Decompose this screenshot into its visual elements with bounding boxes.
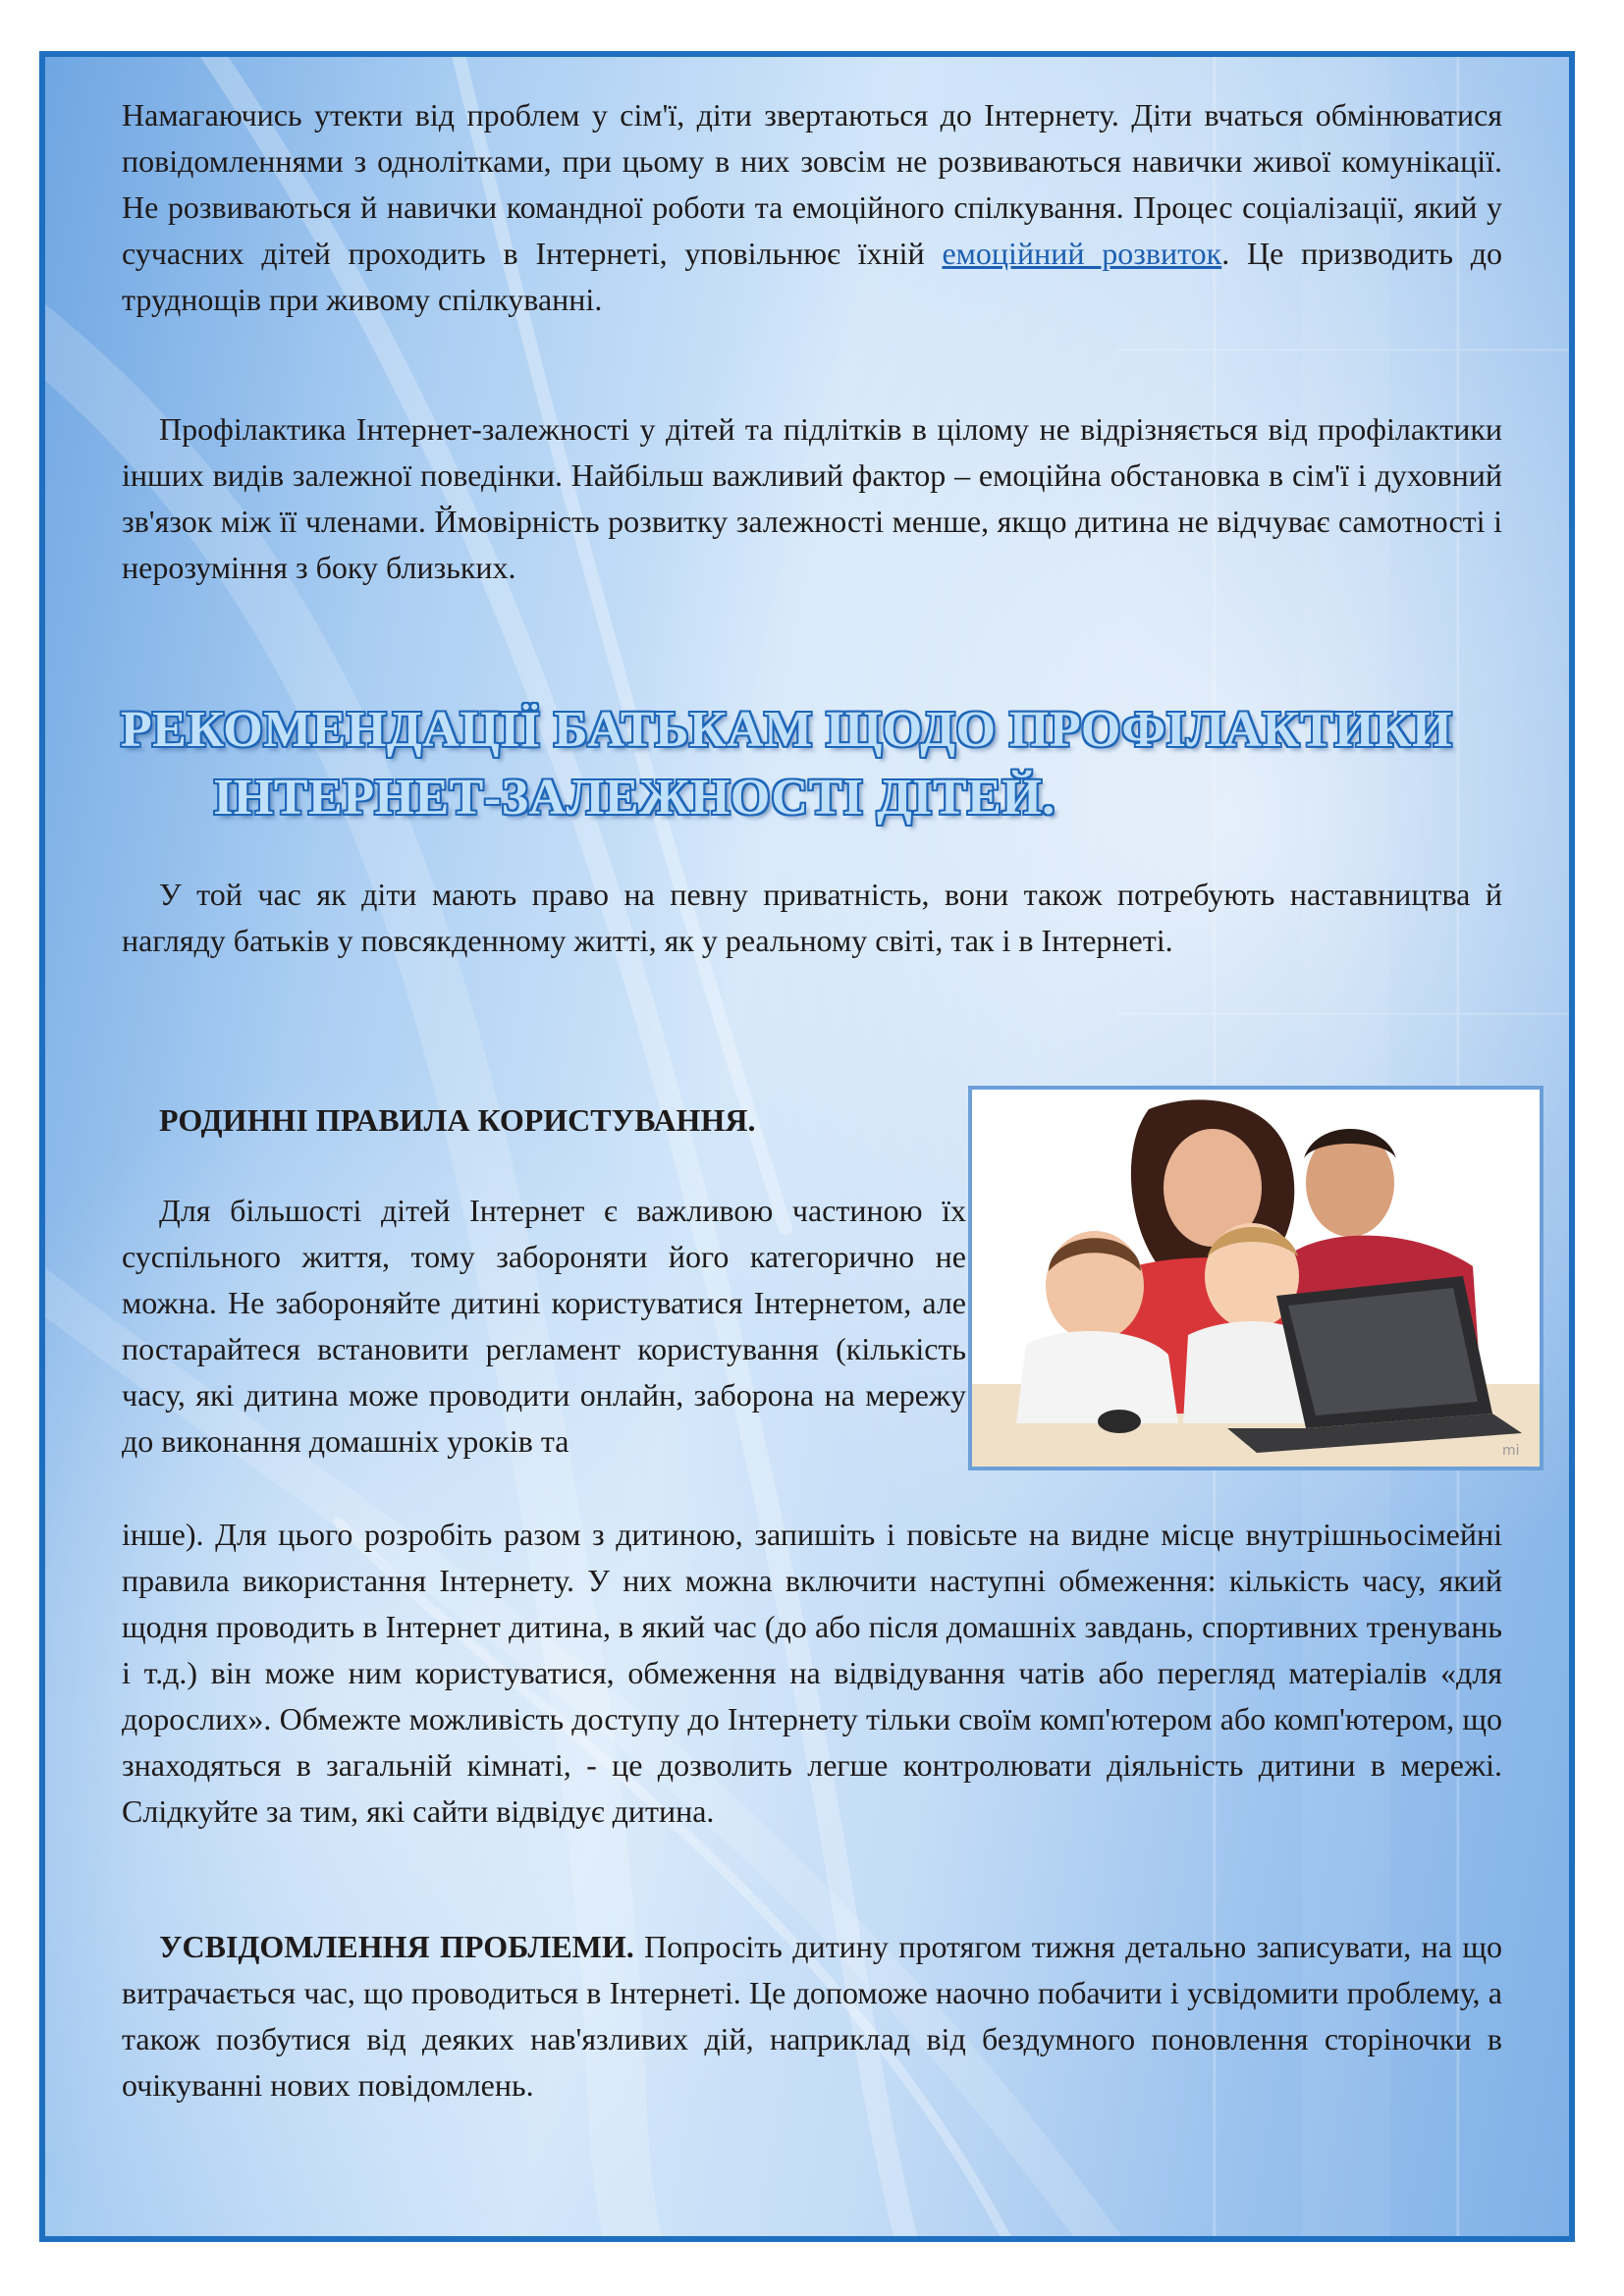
family-computer-photo [968,1086,1543,1470]
privacy-paragraph: У той час як діти мають право на певну приватність, вони також потребують наставництва й нагляду батьків у повсякденному житті, як у реальному світі, так і в Інтернеті. [122,877,1502,958]
intro-paragraph-2: Профілактика Інтернет-залежності у дітей та підлітків в цілому не відрізняється від профілактики інших видів залежної поведінки. Найбільш важливий фактор – емоційна обстановка в сім'ї і духовний зв'язок між її членами. Ймовірність розвитку залежності менше, якщо дитина не відчуває самотності і нерозуміння з боку близьких. [122,411,1502,585]
section-heading-line-1: РЕКОМЕНДАЦІЇ БАТЬКАМ ЩОДО ПРОФІЛАКТИКИ [120,702,1453,758]
intro-text-end: . Це призводить до труднощів при живому спілкуванні. [122,236,1503,317]
awareness-title: УСВІДОМЛЕННЯ ПРОБЛЕМИ. [159,1929,634,1964]
awareness-text: Попросіть дитину протягом тижня детально записувати, на що витрачається час, що проводиться в Інтернеті. Це допоможе наочно побачити і усвідомити проблему, а також позбутися від деяких нав'язливих дій, наприклад від бездумного поновлення сторіночки в очікуванні нових повідомлень. [122,1929,1502,2103]
section-heading-line-2: ІНТЕРНЕТ-ЗАЛЕЖНОСТІ ДІТЕЙ. [213,770,1056,826]
family-rules-wide-text: інше). Для цього розробіть разом з дитиною, запишіть і повісьте на видне місце внутрішньосімейні правила використання Інтернету. У них можна включити наступні обмеження: кількість часу, який щодня проводить в Інтернет дитина, в який час (до або після домашніх завдань, спортивних тренувань і т.д.) він може ним користуватися, обмеження на відвідування чатів або перегляд матеріалів «для дорослих». Обмежте можливість доступу до Інтернету тільки своїм комп'ютером або комп'ютером, що знаходяться в загальній кімнаті, - це дозволить легше контролювати діяльність дитини в мережі. Слідкуйте за тим, які сайти відвідує дитина. [122,1517,1502,1829]
photo-watermark: mi [1502,1443,1520,1459]
intro-paragraph-1 [122,92,1502,323]
family-rules-title: РОДИННІ ПРАВИЛА КОРИСТУВАННЯ. [159,1102,756,1138]
family-computer-illustration [972,1090,1540,1467]
document-page [39,51,1575,2242]
family-rules-narrow-text: Для більшості дітей Інтернет є важливою частиною їх суспільного життя, тому забороняти його категорично не можна. Не забороняйте дитині користуватися Інтернетом, але постарайтеся встановити регламент користування (кількість часу, які дитина може проводити онлайн, заборона на мережу до виконання домашніх уроків та [122,1193,966,1459]
awareness-paragraph [122,1924,1502,2109]
intro-text-start: Намагаючись утекти від проблем у сім'ї, діти звертаються до Інтернету. Діти вчаться обмінюватися повідомленнями з однолітками, при цьому в них зовсім не розвиваються навички живої комунікації. Не розвиваються й навички командної роботи та емоційного спілкування. Процес соціалізації, який у сучасних дітей проходить в Інтернеті, уповільнює їхній [122,97,1502,271]
emotional-development-link[interactable]: емоційний розвиток [942,236,1222,271]
